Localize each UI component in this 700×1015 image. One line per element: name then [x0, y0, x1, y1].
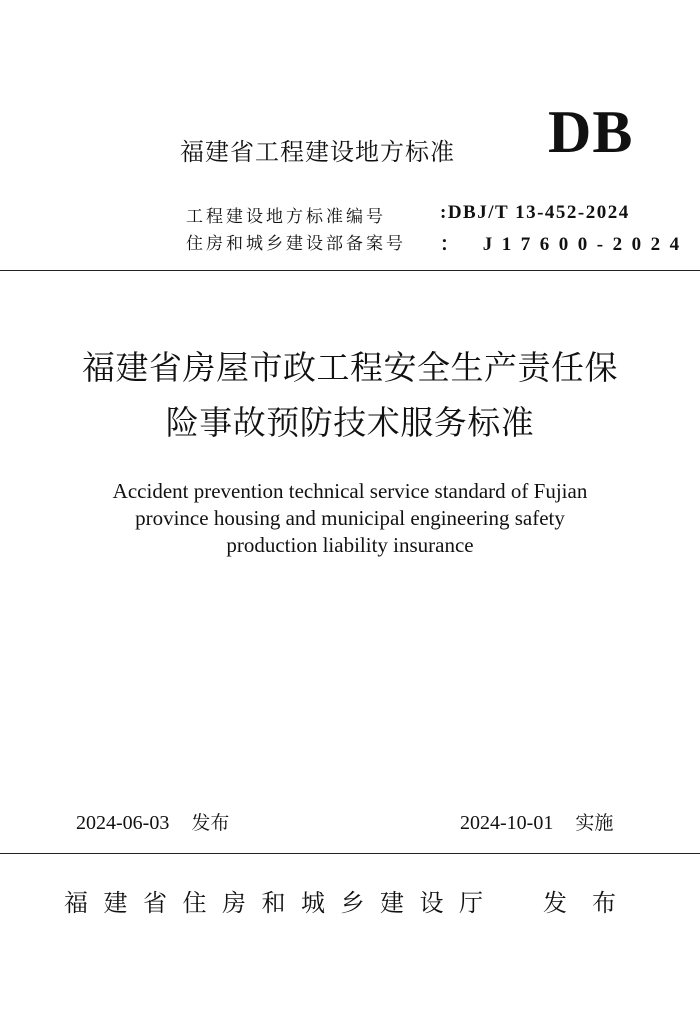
- record-number-label: 住房和城乡建设部备案号: [186, 234, 406, 254]
- standard-number-value: :DBJ/T 13-452-2024: [440, 202, 630, 223]
- chinese-title-line-1: 福建省房屋市政工程安全生产责任保: [82, 348, 618, 387]
- issue-label: 发布: [191, 812, 230, 834]
- standard-number-row: [186, 202, 630, 227]
- record-number-row: [186, 229, 689, 255]
- chinese-title-line-2: 险事故预防技术服务标准: [165, 403, 535, 442]
- db-mark-logo: DB: [548, 99, 634, 165]
- bottom-divider: [0, 853, 700, 854]
- standard-type-heading: 福建省工程建设地方标准: [180, 138, 455, 166]
- english-title-line-3: production liability insurance: [226, 533, 474, 557]
- publisher-name: 福建省住房和城乡建设厅: [64, 889, 499, 917]
- effective-date-block: [460, 808, 613, 835]
- effective-label: 实施: [575, 812, 614, 834]
- english-title-line-2: province housing and municipal engineering safety: [135, 506, 565, 530]
- effective-date: 2024-10-01: [460, 812, 554, 834]
- top-divider: [0, 270, 700, 271]
- english-title: [0, 478, 700, 559]
- publish-label: 发布: [543, 889, 641, 917]
- record-number-value: ： J17600-2024: [440, 234, 689, 255]
- standard-number-label: 工程建设地方标准编号: [186, 207, 386, 227]
- issue-date: 2024-06-03: [76, 812, 170, 834]
- english-title-line-1: Accident prevention technical service standard of Fujian: [112, 479, 588, 503]
- issue-date-block: [76, 808, 229, 835]
